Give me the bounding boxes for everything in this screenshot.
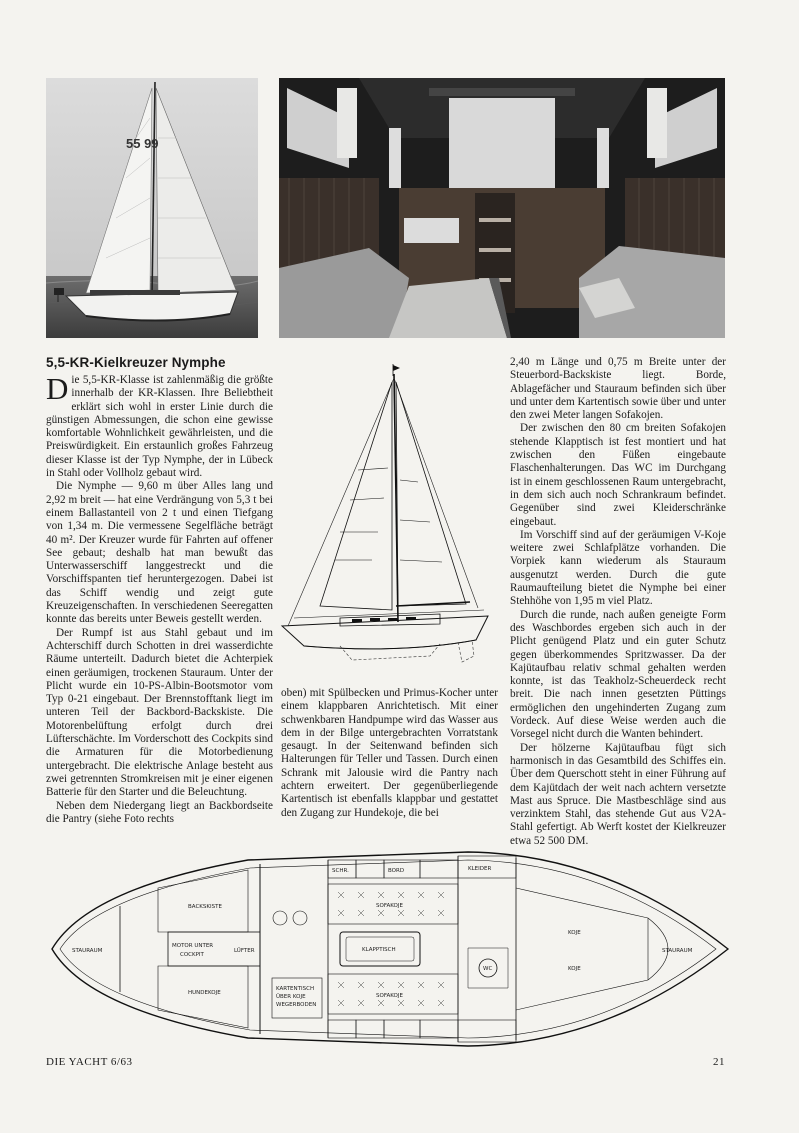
page-number: 21 [713, 1056, 725, 1068]
label-wegerboden: WEGERBODEN [276, 1002, 317, 1008]
paragraph: Der hölzerne Kajütaufbau fügt sich harmonisch in das Gesamtbild des Schiffes ein. Über dem Querschott steht in einer Führung auf dem Kajütdach der weit nach achtern versetzte Mast aus Spruce. Die Mastbeschläge sind aus verzinktem Stahl, das stehende Gut aus V2A-Stahl gefertigt. Ab Werft kostet der Kielkreuzer etwa 52 500 DM. [510, 741, 726, 847]
article-title: 5,5-KR-Kielkreuzer Nymphe [46, 355, 226, 370]
label-sofakoje-bottom: SOFAKOJE [376, 993, 403, 999]
sail-number: 55 99 [126, 136, 159, 151]
sailing-yacht-photo [46, 78, 258, 338]
label-koje-bottom: KOJE [568, 966, 581, 972]
interior-layout-plan [48, 848, 734, 1050]
article-column-1 [46, 355, 273, 826]
magazine-issue: DIE YACHT 6/63 [46, 1056, 133, 1068]
label-koje-top: KOJE [568, 930, 581, 936]
label-cockpit: COCKPIT [180, 952, 204, 958]
label-stauraum-aft: STAURAUM [72, 948, 103, 954]
paragraph: oben) mit Spülbecken und Primus-Kocher unter einem klappbaren Anrichtetisch. Mit einer schwenkbaren Handpumpe wird das Wasser aus dem in der Bilge untergebrachten Vorratstank gesaugt. In der Seitenwand befinden sich Halterungen für Teller und Tassen. Durch einen Schrank mit Jalousie wird die Pantry nach achtern erweitert. Der gegenüberliegende Kartentisch ist ebenfalls klappbar und gestattet den Zugang zur Hundekoje, die bei [281, 687, 498, 819]
paragraph: 2,40 m Länge und 0,75 m Breite unter der Steuerbord-Backskiste liegt. Borde, Ablagefächer und Stauraum befinden sich über und unter dem Kartentisch sowie über und unter den zwei Meter langen Sofakojen. [510, 356, 726, 422]
cabin-interior-photo [279, 78, 725, 338]
label-bord: BORD [388, 868, 405, 874]
article-column-3 [510, 356, 726, 848]
paragraph: Im Vorschiff sind auf der geräumigen V-Koje weitere zwei Schlafplätze vorhanden. Die Vorpiek kann wiederum als Stauraum ausgenutzt werden. Durch die gute Raumaufteilung bietet die Nymphe bei einer Stehhöhe von 1,95 m viel Platz. [510, 528, 726, 608]
label-hundekoje: HUNDEKOJE [188, 990, 221, 996]
drop-cap: D [46, 371, 69, 406]
label-ueber-koje: ÜBER KOJE [276, 994, 306, 1000]
label-sofakoje-top: SOFAKOJE [376, 903, 403, 909]
label-kartentisch: KARTENTISCH [276, 986, 315, 992]
paragraph: Durch die runde, nach außen geneigte Form des Waschbordes ergeben sich auch in der Plicht genügend Platz und ein guter Schutz gegen überkommendes Spritzwasser. Da der Kajütaufbau relativ schmal gehalten werden konnte, ist das Teakholz-Scheuerdeck recht breit. Die nach innen gesetzten Püttings ermöglichen den ungehinderten Zugang zum Vordeck. Auf diese Weise werden auch die Vorsegel nicht durch die Wanten behindert. [510, 608, 726, 741]
label-kleider: KLEIDER [468, 866, 492, 872]
paragraph: Der zwischen den 80 cm breiten Sofakojen stehende Klapptisch ist fest montiert und hat zwischen den Füßen eingebaute Flaschenhalterungen. Das WC im Durchgang ist in einem geschlossenen Raum untergebracht, in dem sich auch noch Schrankraum befindet. Gegenüber sind zwei Kleiderschränke eingebaut. [510, 422, 726, 528]
sail-plan-drawing [280, 360, 498, 680]
label-wc: WC [483, 966, 493, 972]
article-column-2 [281, 687, 498, 820]
label-schr: SCHR. [332, 868, 349, 874]
paragraph: Die 5,5-KR-Klasse ist zahlenmäßig die größte innerhalb der KR-Klassen. Ihre Beliebtheit erklärt sich wohl in erster Linie durch die günstigen Abmessungen, die schon eine gewisse komfortable Wohnlichkeit gewährleisten, und die Preiswürdigkeit. Ein erstaunlich großes Fahrzeug dieser Klasse ist der Typ Nymphe, der in Lübeck in Stahl oder Vollholz gebaut wird. [46, 371, 273, 480]
paragraph: Der Rumpf ist aus Stahl gebaut und im Achterschiff durch Schotten in drei wasserdichte Räume unterteilt. Dadurch bietet die Achterpiek einen geräumigen, trockenen Stauraum. Unter der Plicht wurde ein 10-PS-Albin-Bootsmotor vom Typ 0-21 eingebaut. Der Brennstofftank liegt im unteren Teil der Backbord-Backskiste. Die Motorenbelüftung erfolgt durch drei Lüfterschächte. Im Vorderschott des Cockpits sind die Armaturen für die Motorbedienung untergebracht. Die elektrische Anlage besteht aus zwei getrennten Stromkreisen mit je einer eigenen Batterie für den Starter und die Beleuchtung. [46, 626, 273, 799]
label-motor: MOTOR UNTER [172, 943, 214, 949]
label-stauraum-fwd: STAURAUM [662, 948, 693, 954]
paragraph: Die Nymphe — 9,60 m über Alles lang und 2,92 m breit — hat eine Verdrängung von 5,3 t bei einem Ballastanteil von 2 t und einen Tiefgang von 1,34 m. Die vermessene Segelfläche beträgt 40 m². Der Kreuzer wurde für Fahrten auf offener See gebaut; deshalb hat man bewußt das Unterwasserschiff langgestreckt und die Vorschiffspanten tief heruntergezogen. Dabei ist das Schiff wendig und zeigt gute Kreuzeigenschaften. In verschiedenen Seeregatten konnte das bereits unter Beweis gestellt werden. [46, 480, 273, 626]
paragraph: Neben dem Niedergang liegt an Backbordseite die Pantry (siehe Foto rechts [46, 799, 273, 825]
label-klapptisch: KLAPPTISCH [362, 947, 396, 953]
label-backskiste: BACKSKISTE [188, 904, 222, 910]
label-luefter: LÜFTER [234, 948, 255, 954]
